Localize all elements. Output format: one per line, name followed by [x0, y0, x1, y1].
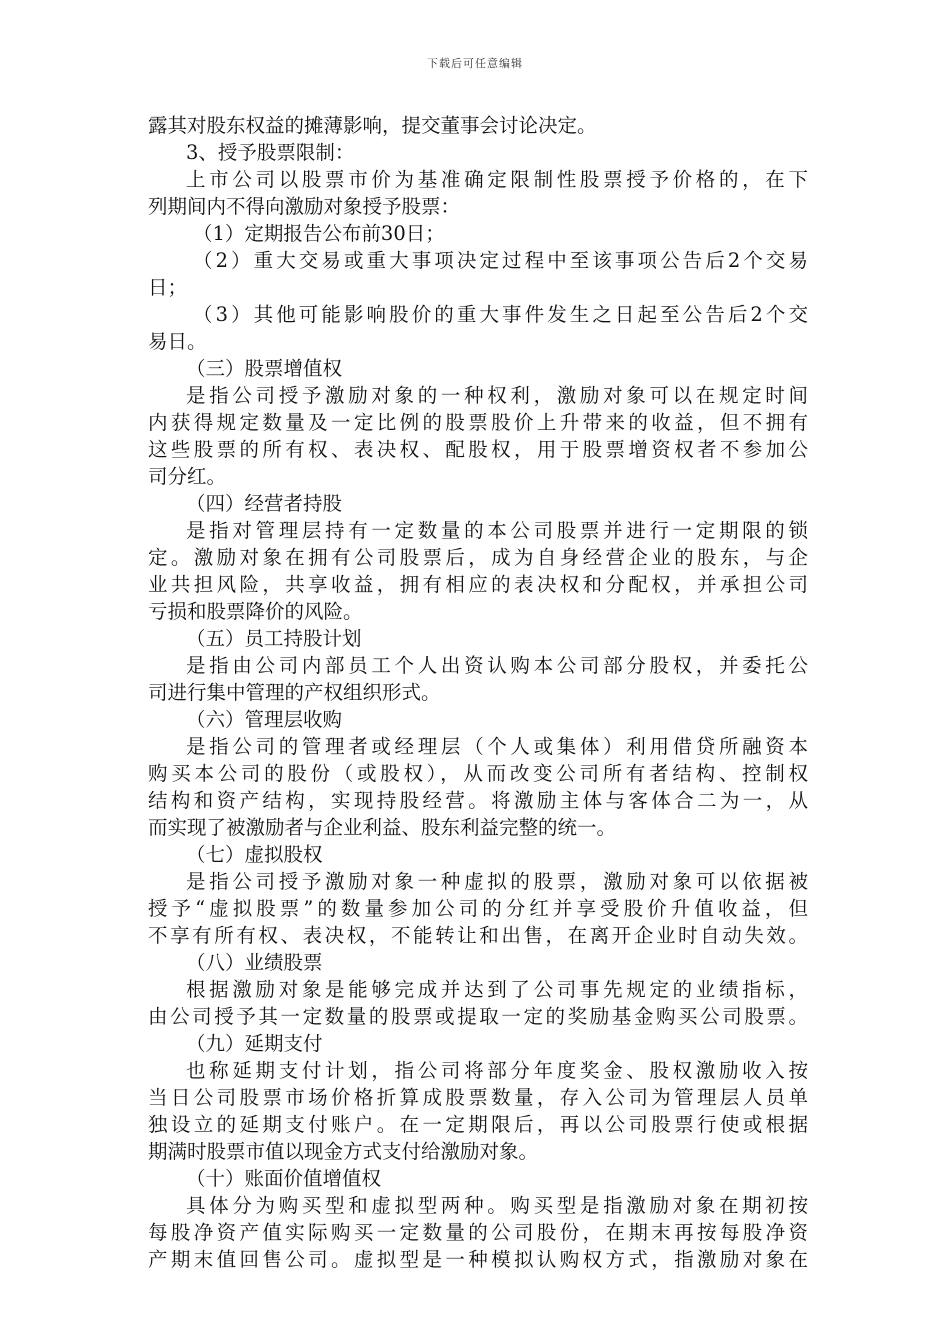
text-line: 期满时股票市值以现金方式支付给激励对象。: [148, 1140, 539, 1163]
text-line: 定。激励对象在拥有公司股票后，成为自身经营企业的股东，与企: [148, 546, 808, 569]
text-line: 这些股票的所有权、表决权、配股权，用于股票增资权者不参加公: [148, 438, 808, 461]
text-line: 上市公司以股票市价为基准确定限制性股票授予价格的，在下: [186, 168, 808, 191]
text-line: 亏损和股票降价的风险。: [148, 600, 363, 623]
text-line: （八）业绩股票: [186, 951, 323, 974]
text-line: （五）员工持股计划: [186, 627, 362, 650]
text-line: 购买本公司的股份（或股权），从而改变公司所有者结构、控制权: [148, 762, 808, 785]
text-line: 是指公司授予激励对象一种虚拟的股票，激励对象可以依据被: [186, 870, 808, 893]
text-line: 根据激励对象是能够完成并达到了公司事先规定的业绩指标，: [186, 978, 808, 1001]
text-line: （2）重大交易或重大事项决定过程中至该事项公告后2个交易: [193, 249, 808, 272]
text-line: 司进行集中管理的产权组织形式。: [148, 681, 441, 704]
text-line: 露其对股东权益的摊薄影响，提交董事会讨论决定。: [148, 114, 597, 137]
text-line: 日；: [148, 276, 188, 299]
text-line: 是指公司的管理者或经理层（个人或集体）利用借贷所融资本: [186, 735, 808, 758]
text-line: 是指由公司内部员工个人出资认购本公司部分股权，并委托公: [186, 654, 808, 677]
text-line: （九）延期支付: [186, 1032, 323, 1055]
text-line: 易日。: [148, 330, 207, 353]
text-line: 司分红。: [148, 465, 227, 488]
text-line: （七）虚拟股权: [186, 843, 323, 866]
text-line: （十）账面价值增值权: [186, 1167, 382, 1190]
text-line: 授予“虚拟股票”的数量参加公司的分红并享受股价升值收益，但: [148, 897, 808, 920]
text-line: 产期末值回售公司。虚拟型是一种模拟认购权方式，指激励对象在: [148, 1248, 808, 1271]
text-line: （三）股票增值权: [186, 357, 343, 380]
text-line: （四）经营者持股: [186, 492, 343, 515]
text-line: 业共担风险，共享收益，拥有相应的表决权和分配权，并承担公司: [148, 573, 808, 596]
page-header: 下载后可任意编辑: [427, 57, 523, 70]
text-line: 列期间内不得向激励对象授予股票：: [148, 195, 461, 218]
text-line: 每股净资产值实际购买一定数量的公司股份，在期末再按每股净资: [148, 1221, 808, 1244]
text-line: 由公司授予其一定数量的股票或提取一定的奖励基金购买公司股票。: [148, 1005, 808, 1028]
text-line: 是指公司授予激励对象的一种权利，激励对象可以在规定时间: [186, 384, 808, 407]
document-body: [148, 112, 808, 1273]
text-line: （1）定期报告公布前30日；: [193, 222, 445, 245]
text-line: 3、授予股票限制：: [186, 141, 355, 164]
text-line: 是指对管理层持有一定数量的本公司股票并进行一定期限的锁: [186, 519, 808, 542]
text-line: 内获得规定数量及一定比例的股票股价上升带来的收益，但不拥有: [148, 411, 808, 434]
text-line: （3）其他可能影响股价的重大事件发生之日起至公告后2个交: [193, 303, 808, 326]
text-line: 也称延期支付计划，指公司将部分年度奖金、股权激励收入按: [186, 1059, 808, 1082]
text-line: （六）管理层收购: [186, 708, 343, 731]
text-line: 具体分为购买型和虚拟型两种。购买型是指激励对象在期初按: [186, 1194, 808, 1217]
text-line: 当日公司股票市场价格折算成股票数量，存入公司为管理层人员单: [148, 1086, 808, 1109]
text-line: 结构和资产结构，实现持股经营。将激励主体与客体合二为一，从: [148, 789, 808, 812]
text-line: 不享有所有权、表决权，不能转让和出售，在离开企业时自动失效。: [148, 924, 808, 947]
text-line: 而实现了被激励者与企业利益、股东利益完整的统一。: [148, 816, 617, 839]
text-line: 独设立的延期支付账户。在一定期限后，再以公司股票行使或根据: [148, 1113, 808, 1136]
